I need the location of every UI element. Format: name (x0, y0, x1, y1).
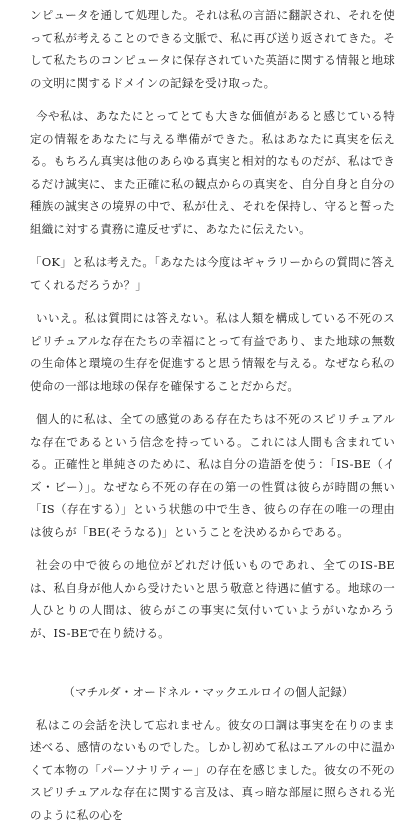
section-heading: （マチルダ・オードネル・マックエルロイの個人記録） (30, 681, 395, 704)
paragraph-4: いいえ。私は質問には答えない。私は人類を構成している不死のスピリチュアルな存在たちの幸福にとって有益であり、また地球の無数の生命体と環境の生存を促進すると思う情報を与える。なぜなら私の使命の一部は地球の保存を確保することだからだ。 (30, 307, 395, 397)
paragraph-3: 「OK」と私は考えた。「あなたは今度はギャラリーからの質問に答えてくれるだろうか？」 (30, 251, 395, 296)
section-spacer (30, 655, 395, 681)
paragraph-5: 個人的に私は、全ての感覚のある存在たちは不死のスピリチュアルな存在であるという信念を持っている。これには人間も含まれている。正確性と単純さのために、私は自分の造語を使う：「IS-BE（イズ・ビー）」。なぜなら不死の存在の第一の性質は彼らが時間の無い「IS（存在する）」という状態の中で生き、彼らの存在の唯一の理由は彼らが「BE(そうなる)」ということを決めるからである。 (30, 408, 395, 543)
closing-paragraph: 私はこの会話を決して忘れません。彼女の口調は事実を在りのまま述べる、感情のないものでした。しかし初めて私はエアルの中に温かくて本物の「パーソナリティー」の存在を感じました。彼女の不死のスピリチュアルな存在に関する言及は、真っ暗な部屋に照らされる光のように私の心を (30, 714, 395, 826)
paragraph-6: 社会の中で彼らの地位がどれだけ低いものであれ、全てのIS-BEは、私自身が他人から受けたいと思う敬意と待遇に値する。地球の一人ひとりの人間は、彼らがこの事実に気付いていようがいなかろうが、IS-BEで在り続ける。 (30, 554, 395, 644)
paragraph-2: 今や私は、あなたにとってとても大きな価値があると感じている特定の情報をあなたに与える準備ができた。私はあなたに真実を伝える。もちろん真実は他のあらゆる真実と相対的なものだが、私はできるだけ誠実に、また正確に私の観点からの真実を、自分自身と自分の種族の誠実さの境界の中で、私が仕え、それを保持し、守ると誓った組織に対する責務に違反せずに、あなたに伝えたい。 (30, 105, 395, 240)
paragraph-1: ンピュータを通して処理した。それは私の言語に翻訳され、それを使って私が考えることのできる文脈で、私に再び送り返されてきた。そして私たちのコンピュータに保存されていた英語に関する情報と地球の文明に関するドメインの記録を受け取った。 (30, 4, 395, 94)
